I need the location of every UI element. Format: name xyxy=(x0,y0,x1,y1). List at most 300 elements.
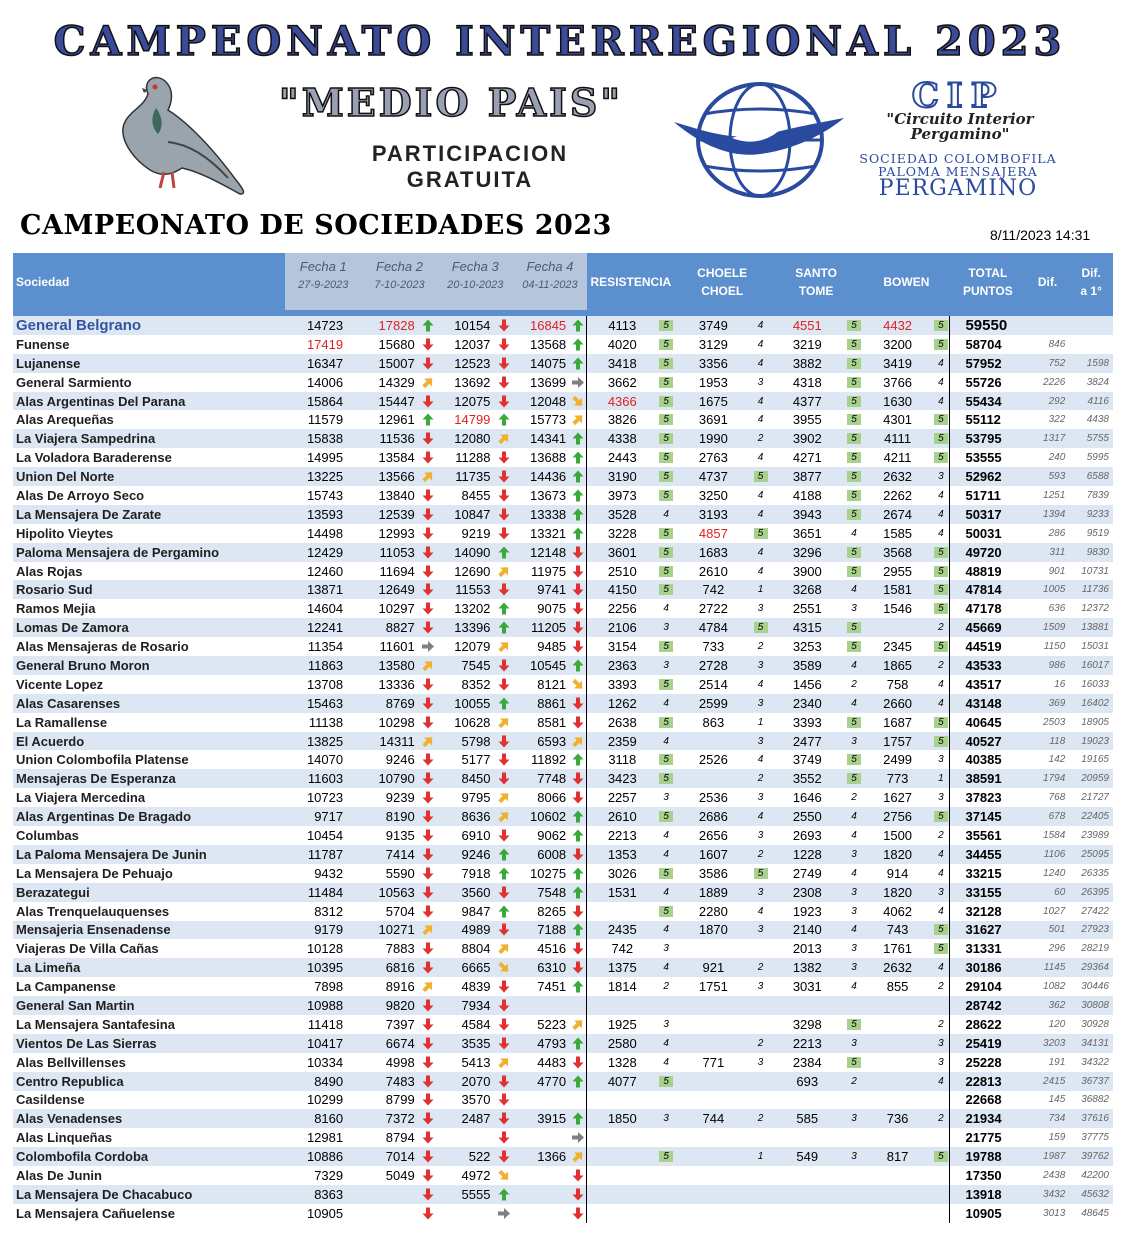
fecha1-label: Fecha 1 xyxy=(299,259,347,274)
resistencia-score xyxy=(657,316,675,335)
fecha2-trend xyxy=(419,486,438,505)
santo-tome-score-value: 5 xyxy=(847,358,861,369)
santo-tome-points: 585 xyxy=(769,1109,845,1128)
arrow-down-icon xyxy=(498,1150,510,1163)
difference-to-first: 6588 xyxy=(1069,467,1113,486)
choele-score-value: 5 xyxy=(754,622,768,633)
difference-to-first xyxy=(1069,335,1113,354)
fecha4-points: 11892 xyxy=(530,752,567,768)
fecha1-trend xyxy=(347,467,362,486)
santo-tome-score xyxy=(845,1091,863,1110)
fecha3-points: 11735 xyxy=(437,467,494,486)
difference: 1145 xyxy=(1026,958,1070,977)
fecha3-trend xyxy=(494,1204,513,1223)
santo-tome-score-value: 3 xyxy=(851,1151,857,1163)
resistencia-score xyxy=(657,902,675,921)
santo-tome-points: 4315 xyxy=(769,618,845,637)
resistencia-points xyxy=(587,1091,658,1110)
difference-to-first: 34322 xyxy=(1081,1056,1109,1068)
society-name: El Acuerdo xyxy=(13,732,285,751)
arrow-up-right-icon xyxy=(498,810,510,823)
santo-tome-points: 2384 xyxy=(792,1054,822,1070)
fecha2-trend xyxy=(419,580,438,599)
fecha1-trend xyxy=(347,939,362,958)
resistencia-points xyxy=(587,1147,658,1166)
choele-score xyxy=(752,1128,770,1147)
bowen-points: 758 xyxy=(886,676,909,692)
globe-logo-icon xyxy=(672,80,848,200)
fecha4-trend xyxy=(570,788,587,807)
santo-tome-score xyxy=(845,580,863,599)
choele-points: 2599 xyxy=(675,694,752,713)
choele-points: 3356 xyxy=(675,354,752,373)
arrow-down-icon xyxy=(572,1188,584,1201)
fecha3-points: 9219 xyxy=(461,525,491,541)
resistencia-score-value: 5 xyxy=(659,339,673,350)
resistencia-score xyxy=(657,939,675,958)
arrow-down-icon xyxy=(422,1150,434,1163)
bowen-score xyxy=(932,1185,950,1204)
timestamp: 8/11/2023 14:31 xyxy=(990,227,1091,243)
fecha2-points: 10563 xyxy=(362,883,419,902)
choele-score xyxy=(752,656,770,675)
bowen-points: 2674 xyxy=(863,505,933,524)
bowen-score xyxy=(932,1128,950,1147)
fecha1-points: 11418 xyxy=(307,1016,344,1032)
fecha4-points: 13688 xyxy=(530,450,567,466)
choele-score xyxy=(752,902,770,921)
resistencia-score-value: 3 xyxy=(663,659,669,671)
resistencia-points: 2610 xyxy=(587,807,658,826)
difference: 2226 xyxy=(1043,376,1066,388)
fecha2-trend xyxy=(419,1128,438,1147)
arrow-down-icon xyxy=(422,867,434,880)
santo-tome-score-value: 3 xyxy=(851,905,857,917)
difference: 1150 xyxy=(1043,641,1066,653)
fecha3-points: 10628 xyxy=(454,714,491,730)
society-name: Alas Casarenses xyxy=(13,694,285,713)
table-row xyxy=(13,769,1113,788)
resistencia-score-value: 5 xyxy=(659,584,673,595)
page-title: CAMPEONATO DE SOCIEDADES 2023 xyxy=(20,210,612,241)
bowen-points: 736 xyxy=(863,1109,933,1128)
society-name: Lomas De Zamora xyxy=(13,618,285,637)
table-row xyxy=(13,335,1113,354)
bowen-points: 2955 xyxy=(883,563,913,579)
society-name: Mensajeras De Esperanza xyxy=(13,769,285,788)
soc-line2: PALOMA MENSAJERA xyxy=(878,164,1038,179)
difference: 120 xyxy=(1048,1018,1066,1030)
fecha4-trend xyxy=(570,448,587,467)
fecha1-points: 10417 xyxy=(285,1034,347,1053)
resistencia-score-value: 5 xyxy=(659,906,673,917)
santo-tome-score-value: 5 xyxy=(847,754,861,765)
choele-score xyxy=(752,694,770,713)
arrow-up-icon xyxy=(572,980,584,993)
difference: 311 xyxy=(1026,543,1070,562)
bowen-score xyxy=(932,675,950,694)
difference-to-first: 28219 xyxy=(1081,943,1109,955)
bowen-points: 2632 xyxy=(863,958,933,977)
arrow-down-icon xyxy=(422,961,434,974)
table-row xyxy=(13,599,1113,618)
bowen-points xyxy=(863,1204,933,1223)
total-points: 29104 xyxy=(950,977,1026,996)
difference-to-first: 39762 xyxy=(1069,1147,1113,1166)
resistencia-score xyxy=(657,732,675,751)
society-name: La Campanense xyxy=(16,979,116,995)
choele-line2: CHOEL xyxy=(701,283,744,298)
banner-medio-pais: "MEDIO PAIS" xyxy=(278,80,624,125)
table-row xyxy=(13,1015,1113,1034)
society-name: Ramos Mejia xyxy=(16,601,96,617)
arrow-down-icon xyxy=(422,1056,434,1069)
bowen-score-value: 5 xyxy=(934,943,948,954)
fecha2-points: 5049 xyxy=(385,1168,415,1184)
resistencia-points: 4338 xyxy=(587,429,658,448)
fecha1-trend xyxy=(347,750,362,769)
fecha3-trend xyxy=(494,883,513,902)
difference-to-first: 37775 xyxy=(1081,1132,1109,1144)
fecha4-trend xyxy=(570,883,587,902)
society-name: Hipolito Vieytes xyxy=(16,525,114,541)
resistencia-points: 2435 xyxy=(587,921,658,940)
fecha4-points: 12148 xyxy=(513,543,570,562)
arrow-down-icon xyxy=(572,565,584,578)
santo-tome-score-value: 4 xyxy=(851,527,857,539)
fecha4-points: 14341 xyxy=(513,429,570,448)
fecha1-points: 15864 xyxy=(285,392,347,411)
choele-score-value: 5 xyxy=(754,528,768,539)
bowen-points: 4111 xyxy=(863,429,933,448)
fecha1-points: 11138 xyxy=(308,714,344,730)
fecha3-points: 12523 xyxy=(437,354,494,373)
table-row xyxy=(13,732,1113,751)
society-name: La Mensajera De Chacabuco xyxy=(13,1185,285,1204)
total-points: 25419 xyxy=(950,1034,1026,1053)
santo-tome-points xyxy=(769,1166,845,1185)
arrow-right-icon xyxy=(572,376,584,389)
fecha4-trend xyxy=(570,543,587,562)
arrow-down-icon xyxy=(572,942,584,955)
difference: 3432 xyxy=(1026,1185,1070,1204)
arrow-down-icon xyxy=(498,376,510,389)
santo-tome-score xyxy=(845,713,863,732)
fecha3-points: 7918 xyxy=(461,865,491,881)
santo-tome-score-value: 3 xyxy=(851,886,857,898)
bowen-score xyxy=(932,656,950,675)
table-row xyxy=(13,505,1113,524)
fecha1-points: 10886 xyxy=(285,1147,347,1166)
banner-participation xyxy=(330,141,610,193)
resistencia-score xyxy=(657,977,675,996)
bowen-score-value: 5 xyxy=(934,811,948,822)
resistencia-score xyxy=(657,845,675,864)
choele-score xyxy=(752,392,770,411)
fecha3-trend xyxy=(494,713,513,732)
resistencia-score-value: 5 xyxy=(659,754,673,765)
fecha2-trend xyxy=(419,543,438,562)
society-name: La Mensajera De Pehuajo xyxy=(16,865,173,881)
difference-to-first: 45632 xyxy=(1069,1185,1113,1204)
total-points: 33215 xyxy=(950,864,1026,883)
fecha1-points: 11787 xyxy=(285,845,347,864)
society-name: La Viajera Sampedrina xyxy=(13,429,285,448)
resistencia-score-value: 2 xyxy=(663,981,669,993)
fecha3-trend xyxy=(494,656,513,675)
choele-score xyxy=(752,486,770,505)
bowen-points: 3766 xyxy=(883,374,913,390)
arrow-down-icon xyxy=(422,338,434,351)
bowen-score-value: 2 xyxy=(938,659,944,671)
bowen-score-value: 5 xyxy=(934,547,948,558)
bowen-points: 4062 xyxy=(883,903,913,919)
fecha1-trend xyxy=(347,618,362,637)
choele-score xyxy=(752,410,770,429)
resistencia-points: 3418 xyxy=(587,354,658,373)
fecha4-points: 13321 xyxy=(530,525,567,541)
fecha4-date: 04-11-2023 xyxy=(522,279,578,291)
fecha3-trend xyxy=(494,429,513,448)
fecha1-points: 14604 xyxy=(306,601,344,617)
arrow-down-right-icon xyxy=(572,395,584,408)
fecha3-points: 13396 xyxy=(437,618,494,637)
difference: 118 xyxy=(1026,732,1070,751)
fecha1-points: 10128 xyxy=(306,941,344,957)
fecha1-trend xyxy=(347,883,362,902)
fecha4-points: 9075 xyxy=(537,601,567,617)
fecha1-points: 14006 xyxy=(306,374,344,390)
santo-tome-score-value: 4 xyxy=(851,697,857,709)
bowen-score xyxy=(932,694,950,713)
difference-to-first: 29364 xyxy=(1069,958,1113,977)
fecha4-points: 8265 xyxy=(537,903,567,919)
choele-points: 2686 xyxy=(675,807,752,826)
bowen-points xyxy=(863,1015,933,1034)
resistencia-score-value: 5 xyxy=(659,566,673,577)
resistencia-points: 1850 xyxy=(587,1109,658,1128)
arrow-down-icon xyxy=(498,395,510,408)
fecha1-points: 13825 xyxy=(285,732,347,751)
choele-score xyxy=(752,807,770,826)
resistencia-score xyxy=(657,958,675,977)
table-row xyxy=(13,1185,1113,1204)
choele-points: 4857 xyxy=(698,525,728,541)
arrow-up-right-icon xyxy=(422,735,434,748)
bowen-points: 2262 xyxy=(883,487,913,503)
choele-line1: CHOELE xyxy=(697,265,748,280)
total-points: 30186 xyxy=(950,958,1026,977)
fecha3-points: 12079 xyxy=(454,639,491,655)
fecha4-points: 6310 xyxy=(513,958,570,977)
resistencia-score-value: 5 xyxy=(659,433,673,444)
bowen-score-value: 4 xyxy=(938,678,944,690)
table-row xyxy=(13,618,1113,637)
resistencia-points: 2363 xyxy=(587,656,658,675)
fecha1-points: 11484 xyxy=(285,883,347,902)
arrow-up-right-icon xyxy=(422,659,434,672)
bowen-score-value: 5 xyxy=(934,641,948,652)
arrow-down-icon xyxy=(498,319,510,332)
fecha1-trend xyxy=(347,486,362,505)
resistencia-score xyxy=(657,1166,675,1185)
society-name: La Mensajera De Zarate xyxy=(13,505,285,524)
resistencia-points xyxy=(587,1185,658,1204)
table-row xyxy=(13,845,1113,864)
fecha4-trend xyxy=(570,1072,587,1091)
fecha3-trend xyxy=(494,1034,513,1053)
santo-tome-points xyxy=(769,1091,845,1110)
arrow-down-icon xyxy=(422,527,434,540)
fecha1-trend xyxy=(347,448,362,467)
difference-to-first: 13881 xyxy=(1069,618,1113,637)
total-points: 40645 xyxy=(950,713,1026,732)
choele-points: 1751 xyxy=(698,979,728,995)
fecha4-trend xyxy=(570,902,587,921)
bowen-points: 1585 xyxy=(883,525,913,541)
choele-score xyxy=(752,316,770,335)
arrow-down-icon xyxy=(422,451,434,464)
arrow-right-icon xyxy=(572,1131,584,1144)
santo-tome-score xyxy=(845,826,863,845)
choele-score xyxy=(752,524,770,543)
fecha1-trend xyxy=(347,1185,362,1204)
santo-tome-score xyxy=(845,996,863,1015)
fecha2-points: 7883 xyxy=(385,941,415,957)
fecha4-trend xyxy=(570,864,587,883)
fecha3-date: 20-10-2023 xyxy=(447,279,504,291)
resistencia-score-value: 4 xyxy=(663,697,669,709)
bowen-score-value: 5 xyxy=(934,566,948,577)
fecha3-points: 4584 xyxy=(461,1016,491,1032)
santo-tome-score xyxy=(845,637,863,656)
fecha2-trend xyxy=(419,864,438,883)
fecha3-points: 7545 xyxy=(437,656,494,675)
bowen-points xyxy=(863,1166,933,1185)
choele-score-value: 2 xyxy=(757,1037,764,1049)
total-points: 35561 xyxy=(950,826,1026,845)
total-points: 22668 xyxy=(950,1091,1026,1110)
resistencia-score-value: 4 xyxy=(663,603,669,615)
santo-tome-score-value: 5 xyxy=(847,396,861,407)
fecha3-trend xyxy=(494,392,513,411)
total-points: 31627 xyxy=(950,921,1026,940)
bowen-points: 2660 xyxy=(863,694,933,713)
bowen-points: 2499 xyxy=(883,752,913,768)
cip-logo: CIP xyxy=(911,76,1005,116)
bowen-points xyxy=(863,1034,933,1053)
bowen-points: 1820 xyxy=(863,883,933,902)
difference: 636 xyxy=(1048,603,1066,615)
table-row xyxy=(13,1034,1113,1053)
arrow-up-icon xyxy=(422,413,434,426)
fecha3-trend xyxy=(494,1128,513,1147)
fecha4-points: 16845 xyxy=(513,316,570,335)
arrow-down-icon xyxy=(422,621,434,634)
arrow-down-icon xyxy=(572,640,584,653)
arrow-up-icon xyxy=(498,697,510,710)
fecha4-trend xyxy=(570,1053,587,1072)
santo-tome-score-value: 5 xyxy=(847,414,861,425)
fecha3-trend xyxy=(494,448,513,467)
table-body xyxy=(13,316,1113,1223)
total-line2: PUNTOS xyxy=(962,283,1013,298)
fecha2-points: 8827 xyxy=(362,618,419,637)
society-name: La Mensajera Cañuelense xyxy=(16,1205,175,1221)
fecha4-points: 6008 xyxy=(513,845,570,864)
difference-to-first: 3824 xyxy=(1086,376,1109,388)
total-points: 47814 xyxy=(950,580,1026,599)
fecha2-trend xyxy=(419,675,438,694)
santo-tome-score-value: 5 xyxy=(847,1057,861,1068)
fecha1-points: 15743 xyxy=(306,487,344,503)
santo-tome-score xyxy=(845,769,863,788)
santo-tome-score-value: 3 xyxy=(851,848,857,860)
fecha2-points: 15447 xyxy=(362,392,419,411)
arrow-up-right-icon xyxy=(498,716,510,729)
santo-tome-points: 3955 xyxy=(792,412,822,428)
fecha1-points: 15463 xyxy=(285,694,347,713)
fecha1-points: 12981 xyxy=(306,1130,344,1146)
resistencia-points: 2106 xyxy=(587,618,658,637)
difference: 752 xyxy=(1026,354,1070,373)
choele-points xyxy=(675,1128,752,1147)
bowen-score xyxy=(932,1015,950,1034)
bowen-score-value: 5 xyxy=(934,584,948,595)
fecha3-trend xyxy=(494,788,513,807)
arrow-down-icon xyxy=(422,1131,434,1144)
fecha3-trend xyxy=(494,732,513,751)
table-row xyxy=(13,543,1113,562)
arrow-down-icon xyxy=(498,508,510,521)
resistencia-points: 3393 xyxy=(607,676,637,692)
santo-tome-score xyxy=(845,505,863,524)
fecha2-trend xyxy=(419,769,438,788)
bowen-score-value: 5 xyxy=(934,736,948,747)
total-points: 45669 xyxy=(950,618,1026,637)
choele-score-value: 2 xyxy=(757,433,764,445)
fecha1-trend xyxy=(347,1034,362,1053)
santo-tome-points: 1228 xyxy=(769,845,845,864)
santo-tome-score xyxy=(845,788,863,807)
fecha4-points xyxy=(513,1204,570,1223)
soc-line1: SOCIEDAD COLOMBOFILA xyxy=(859,151,1057,166)
bowen-score-value: 2 xyxy=(938,1018,944,1030)
fecha4-points: 13338 xyxy=(513,505,570,524)
arrow-up-icon xyxy=(572,508,584,521)
arrow-up-icon xyxy=(572,867,584,880)
fecha3-points: 522 xyxy=(437,1147,494,1166)
fecha1-trend xyxy=(347,656,362,675)
total-points: 38591 xyxy=(950,769,1026,788)
bowen-score-value: 3 xyxy=(938,471,944,483)
choele-score-value: 3 xyxy=(757,697,764,709)
fecha1-trend xyxy=(347,1015,362,1034)
arrow-up-right-icon xyxy=(498,640,510,653)
fecha2-trend xyxy=(419,1109,438,1128)
arrow-down-icon xyxy=(422,886,434,899)
difference: 1584 xyxy=(1043,829,1066,841)
difference: 369 xyxy=(1026,694,1070,713)
choele-points: 4784 xyxy=(675,618,752,637)
fecha4-points: 4516 xyxy=(537,941,567,957)
total-points: 43533 xyxy=(950,656,1026,675)
arrow-up-icon xyxy=(498,546,510,559)
bowen-score-value: 4 xyxy=(938,848,944,860)
santo-tome-score-value: 5 xyxy=(847,320,861,331)
bowen-points xyxy=(863,1053,933,1072)
table-row xyxy=(13,637,1113,656)
